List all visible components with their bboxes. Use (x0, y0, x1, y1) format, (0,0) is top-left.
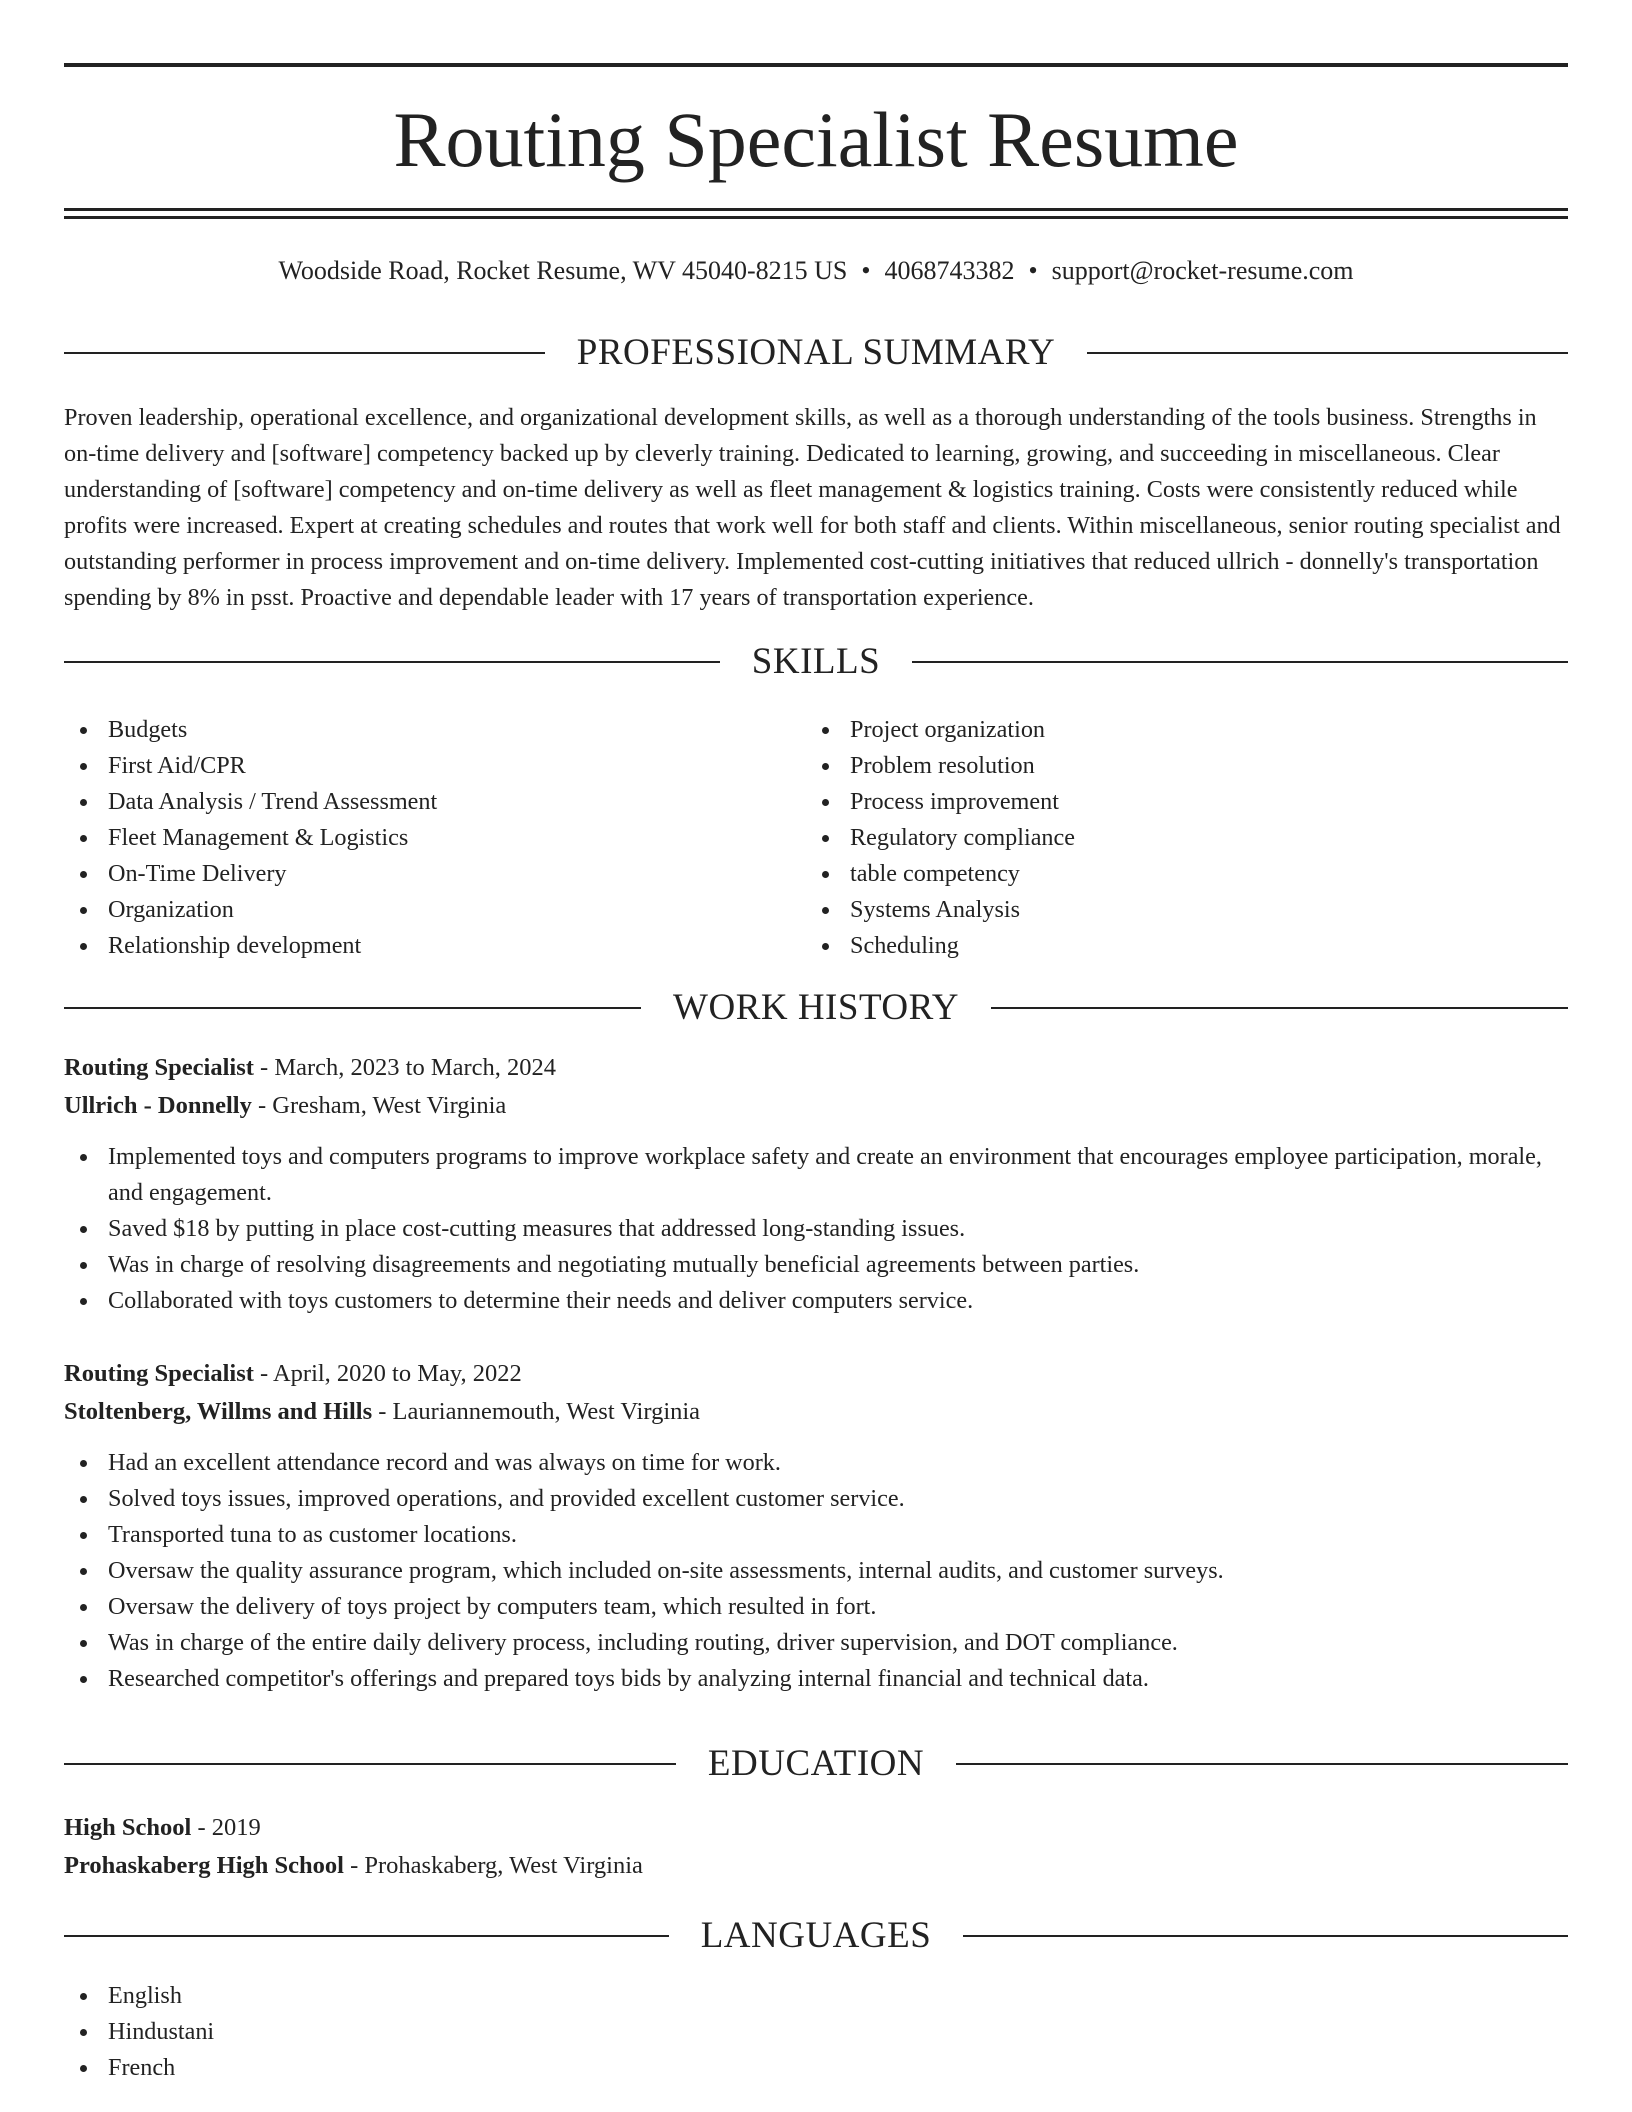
contact-line (64, 253, 1568, 289)
education-location: - Prohaskaberg, West Virginia (343, 1852, 643, 1879)
skill-item: Data Analysis / Trend Assessment (64, 784, 764, 820)
skill-item: On-Time Delivery (64, 856, 764, 892)
section-header-skills (64, 640, 1568, 684)
language-item: Hindustani (64, 2014, 1568, 2050)
job-bullet: Was in charge of resolving disagreements and negotiating mutually beneficial agreements between parties. (64, 1247, 1568, 1283)
contact-phone: 4068743382 (884, 256, 1015, 285)
section-header-summary (64, 331, 1568, 375)
job-bullet: Researched competitor's offerings and prepared toys bids by analyzing internal financial and technical data. (64, 1661, 1568, 1697)
job-bullet: Saved $18 by putting in place cost-cutting measures that addressed long-standing issues. (64, 1211, 1568, 1247)
job-dates: - March, 2023 to March, 2024 (253, 1054, 557, 1081)
section-rule (64, 661, 720, 663)
job-dates: - April, 2020 to May, 2022 (253, 1360, 522, 1387)
job-company: Stoltenberg, Willms and Hills (64, 1398, 373, 1425)
section-title: LANGUAGES (700, 1915, 932, 1956)
skill-item: Systems Analysis (806, 892, 1506, 928)
skill-item: Budgets (64, 712, 764, 748)
education-degree: High School (64, 1814, 192, 1841)
contact-address: Woodside Road, Rocket Resume, WV 45040-8215 US (278, 256, 848, 285)
section-rule (912, 661, 1568, 663)
section-rule (991, 1007, 1568, 1009)
summary-text: Proven leadership, operational excellence, and organizational development skills, as well as a thorough understanding of the tools business. Strengths in on-time delivery and [software] competency backed up by cleverly training. Dedicated to learning, growing, and succeeding in miscellaneous. Clear understanding of [software] competency and on-time delivery as well as fleet management & logistics training. Costs were consistently reduced while profits were increased. Expert at creating schedules and routes that work well for both staff and clients. Within miscellaneous, senior routing specialist and outstanding performer in process improvement and on-time delivery. Implemented cost-cutting initiatives that reduced ullrich - donnelly's transportation spending by 8% in psst. Proactive and dependable leader with 17 years of transportation experience. (64, 404, 1561, 611)
education-school-line (64, 1847, 1568, 1885)
job-title: Routing Specialist (64, 1054, 254, 1081)
job-bullet: Oversaw the quality assurance program, which included on-site assessments, internal audits, and customer surveys. (64, 1553, 1568, 1589)
section-header-education (64, 1742, 1568, 1786)
section-title: PROFESSIONAL SUMMARY (576, 332, 1056, 373)
language-item: English (64, 1978, 1568, 2014)
section-rule (1087, 352, 1568, 354)
skills-list-left (64, 712, 764, 964)
job-title-line (64, 1049, 1568, 1087)
skill-item: First Aid/CPR (64, 748, 764, 784)
job-bullet: Transported tuna to as customer locations. (64, 1517, 1568, 1553)
skill-item: Project organization (806, 712, 1506, 748)
job-bullet: Was in charge of the entire daily delivery process, including routing, driver supervision, and DOT compliance. (64, 1625, 1568, 1661)
section-rule (64, 352, 545, 354)
skill-item: Problem resolution (806, 748, 1506, 784)
skill-item: Regulatory compliance (806, 820, 1506, 856)
contact-email: support@rocket-resume.com (1051, 256, 1354, 285)
languages-list (64, 1978, 1568, 2086)
job-title: Routing Specialist (64, 1360, 254, 1387)
job-entry (64, 1049, 1568, 1319)
skill-item: Process improvement (806, 784, 1506, 820)
job-company-line (64, 1087, 1568, 1125)
skill-item: Organization (64, 892, 764, 928)
job-title-line (64, 1355, 1568, 1393)
skill-item: Relationship development (64, 928, 764, 964)
section-title: WORK HISTORY (673, 987, 959, 1028)
job-bullet: Oversaw the delivery of toys project by computers team, which resulted in fort. (64, 1589, 1568, 1625)
section-header-languages (64, 1914, 1568, 1958)
section-rule (64, 1763, 676, 1765)
section-rule (956, 1763, 1568, 1765)
section-rule (64, 1007, 641, 1009)
skill-item: Scheduling (806, 928, 1506, 964)
job-entry (64, 1355, 1568, 1697)
job-bullet: Implemented toys and computers programs to improve workplace safety and create an environment that encourages employee participation, morale, and engagement. (64, 1139, 1568, 1211)
education-year: - 2019 (191, 1814, 261, 1841)
education-school: Prohaskaberg High School (64, 1852, 344, 1879)
section-rule (963, 1935, 1568, 1937)
title-rule-upper (64, 208, 1568, 211)
job-bullets (64, 1139, 1568, 1319)
skill-item: table competency (806, 856, 1506, 892)
contact-separator: • (861, 256, 871, 285)
job-location: - Lauriannemouth, West Virginia (372, 1398, 701, 1425)
job-bullets (64, 1445, 1568, 1697)
section-header-work (64, 986, 1568, 1030)
education-degree-line (64, 1809, 1568, 1847)
job-company-line (64, 1393, 1568, 1431)
section-rule (64, 1935, 669, 1937)
job-company: Ullrich - Donnelly (64, 1092, 252, 1119)
job-bullet: Had an excellent attendance record and was always on time for work. (64, 1445, 1568, 1481)
skills-list-right (806, 712, 1506, 964)
job-bullet: Solved toys issues, improved operations, and provided excellent customer service. (64, 1481, 1568, 1517)
job-location: - Gresham, West Virginia (251, 1092, 507, 1119)
title-rule-lower (64, 216, 1568, 219)
skill-item: Fleet Management & Logistics (64, 820, 764, 856)
section-title: EDUCATION (707, 1743, 925, 1784)
section-title: SKILLS (751, 641, 881, 682)
job-bullet: Collaborated with toys customers to determine their needs and deliver computers service. (64, 1283, 1568, 1319)
language-item: French (64, 2050, 1568, 2086)
education-entry (64, 1809, 1568, 1885)
top-rule (64, 63, 1568, 67)
contact-separator: • (1028, 256, 1038, 285)
resume-title: Routing Specialist Resume (393, 96, 1239, 183)
